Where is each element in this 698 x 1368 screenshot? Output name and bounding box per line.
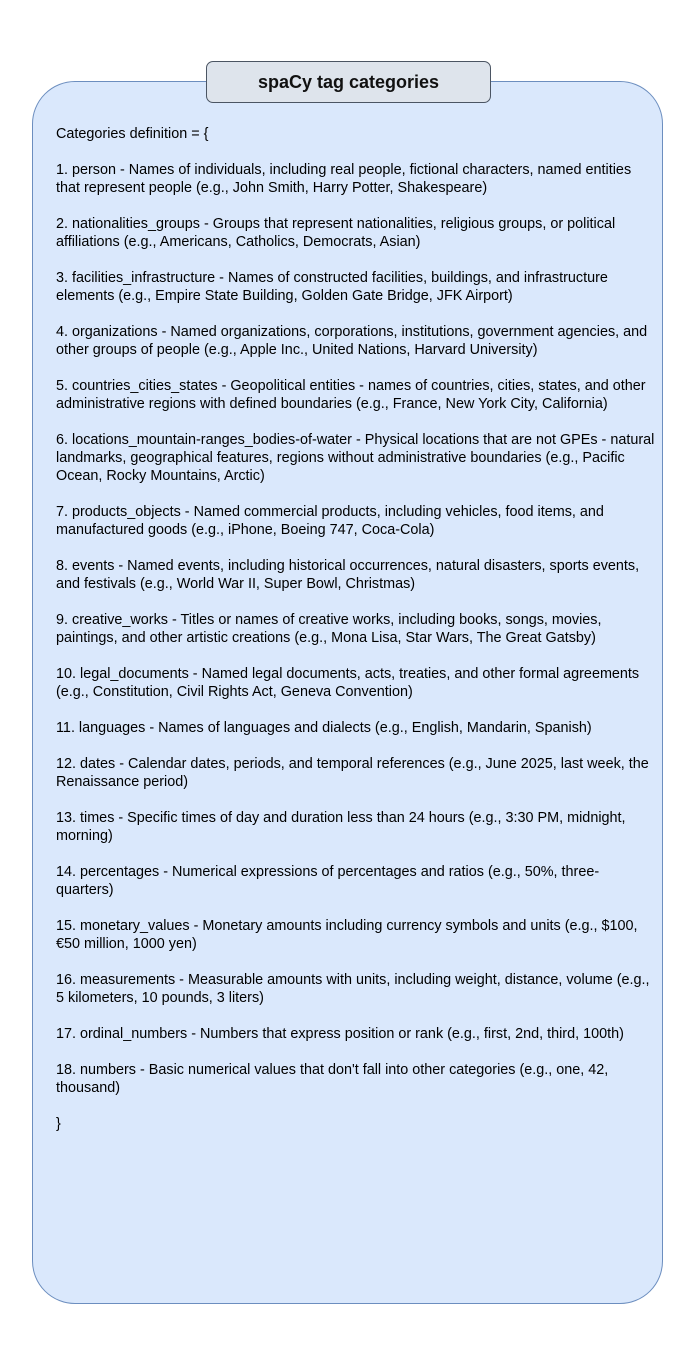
category-item: 18. numbers - Basic numerical values that don't fall into other categories (e.g., one, 42, thousand) [56,1062,609,1096]
category-item: 5. countries_cities_states - Geopolitical entities - names of countries, cities, states, and other administrative regions with defined boundaries (e.g., France, New York City, California) [56,378,646,412]
category-item: 12. dates - Calendar dates, periods, and temporal references (e.g., June 2025, last week, the Renaissance period) [56,756,649,790]
category-item: 1. person - Names of individuals, including real people, fictional characters, named entities that represent people (e.g., John Smith, Harry Potter, Shakespeare) [56,162,632,196]
category-item: 17. ordinal_numbers - Numbers that express position or rank (e.g., first, 2nd, third, 100th) [56,1026,624,1042]
category-item: 16. measurements - Measurable amounts with units, including weight, distance, volume (e.g., 5 kilometers, 10 pounds, 3 liters) [56,972,650,1006]
panel-title [206,61,491,103]
category-item: 13. times - Specific times of day and duration less than 24 hours (e.g., 3:30 PM, midnight, morning) [56,810,626,844]
category-item: 3. facilities_infrastructure - Names of constructed facilities, buildings, and infrastructure elements (e.g., Empire State Building, Golden Gate Bridge, JFK Airport) [56,270,608,304]
category-item: 10. legal_documents - Named legal documents, acts, treaties, and other formal agreements (e.g., Constitution, Civil Rights Act, Geneva Convention) [56,666,640,700]
category-item: 15. monetary_values - Monetary amounts including currency symbols and units (e.g., $100, €50 million, 1000 yen) [56,918,638,952]
category-item: 11. languages - Names of languages and dialects (e.g., English, Mandarin, Spanish) [56,720,592,736]
categories-content [56,125,656,1151]
category-item: 2. nationalities_groups - Groups that represent nationalities, religious groups, or political affiliations (e.g., Americans, Catholics, Democrats, Asian) [56,216,616,250]
definition-open: Categories definition = { [56,126,209,142]
category-item: 9. creative_works - Titles or names of creative works, including books, songs, movies, paintings, and other artistic creations (e.g., Mona Lisa, Star Wars, The Great Gatsby) [56,612,602,646]
category-item: 7. products_objects - Named commercial products, including vehicles, food items, and manufactured goods (e.g., iPhone, Boeing 747, Coca-Cola) [56,504,604,538]
definition-close: } [56,1116,61,1132]
category-item: 4. organizations - Named organizations, corporations, institutions, government agencies, and other groups of people (e.g., Apple Inc., United Nations, Harvard University) [56,324,648,358]
category-item: 8. events - Named events, including historical occurrences, natural disasters, sports events, and festivals (e.g., World War II, Super Bowl, Christmas) [56,558,640,592]
category-item: 14. percentages - Numerical expressions of percentages and ratios (e.g., 50%, three-quarters) [56,864,600,898]
category-item: 6. locations_mountain-ranges_bodies-of-water - Physical locations that are not GPEs - natural landmarks, geographical features, regions without administrative boundaries (e.g., Pacific Ocean, Rocky Mountains, Arctic) [56,432,655,484]
panel-title-text: spaCy tag categories [257,71,440,92]
